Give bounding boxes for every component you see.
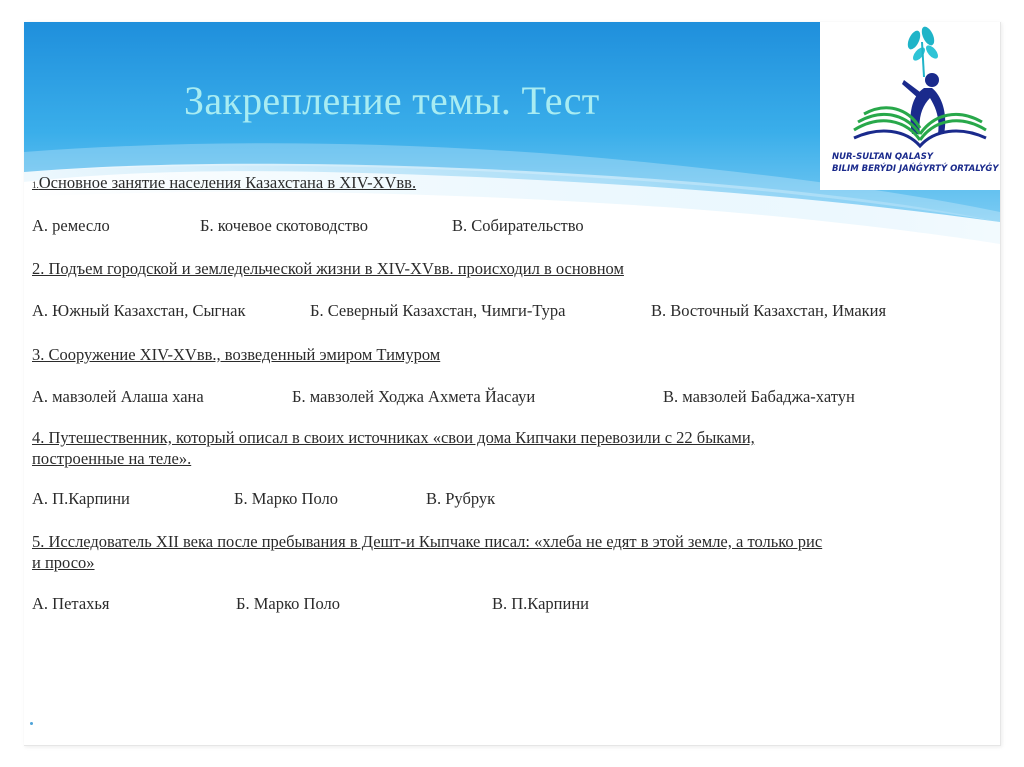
question-5-line2: и просо» [32, 553, 95, 572]
question-5 [32, 531, 992, 573]
question-5-answers [32, 593, 992, 614]
answer-4a: А. П.Карпини [32, 489, 130, 508]
slide-frame [24, 22, 1001, 746]
logo-text-line1: NUR-SULTAN QALASY [832, 152, 933, 162]
question-1-answers [32, 215, 992, 236]
slide-title: Закрепление темы. Тест [184, 78, 600, 123]
question-2-answers [32, 300, 992, 321]
answer-3c: В. мавзолей Бабаджа-хатун [663, 387, 855, 406]
question-3: 3. Сооружение XIV-XVвв., возведенный эмиром Тимуром [32, 345, 441, 364]
answer-3b: Б. мавзолей Ходжа Ахмета Йасауи [292, 387, 536, 406]
answer-1c: В. Собирательство [452, 216, 584, 235]
question-4 [32, 427, 992, 469]
organization-logo [820, 22, 1000, 190]
answer-2a: А. Южный Казахстан, Сыгнак [32, 301, 246, 320]
answer-5b: Б. Марко Поло [236, 594, 340, 613]
logo-text-line2: BILIM BERÝDI JAŃǴYRTÝ ORTALYǴY [832, 164, 999, 174]
answer-5a: А. Петахья [32, 594, 110, 613]
answer-1b: Б. кочевое скотоводство [200, 216, 369, 235]
bullet-dot [30, 722, 33, 725]
answer-1a: А. ремесло [32, 216, 110, 235]
question-1-text: Основное занятие населения Казахстана в XIV-XVвв. [38, 173, 417, 192]
answer-2b: Б. Северный Казахстан, Чимги-Тура [310, 301, 566, 320]
question-1-number: 1. [32, 180, 39, 190]
question-4-line2: построенные на теле». [32, 449, 192, 468]
answer-5c: В. П.Карпини [492, 594, 589, 613]
question-4-line1: 4. Путешественник, который описал в своих источниках «свои дома Кипчаки перевозили с 22 быками, [32, 428, 755, 447]
question-4-answers [32, 488, 992, 509]
question-3-answers [32, 386, 992, 407]
question-2: 2. Подъем городской и земледельческой жизни в XIV-XVвв. происходил в основном [32, 259, 624, 278]
answer-4b: Б. Марко Поло [234, 489, 338, 508]
answer-3a: А. мавзолей Алаша хана [32, 387, 204, 406]
answer-4c: В. Рубрук [426, 489, 496, 508]
question-1 [32, 172, 992, 196]
question-5-line1: 5. Исследователь XII века после пребывания в Дешт-и Кыпчаке писал: «хлеба не едят в этой земле, а только рис [32, 532, 823, 551]
test-questions [32, 172, 992, 614]
answer-2c: В. Восточный Казахстан, Имакия [651, 301, 887, 320]
